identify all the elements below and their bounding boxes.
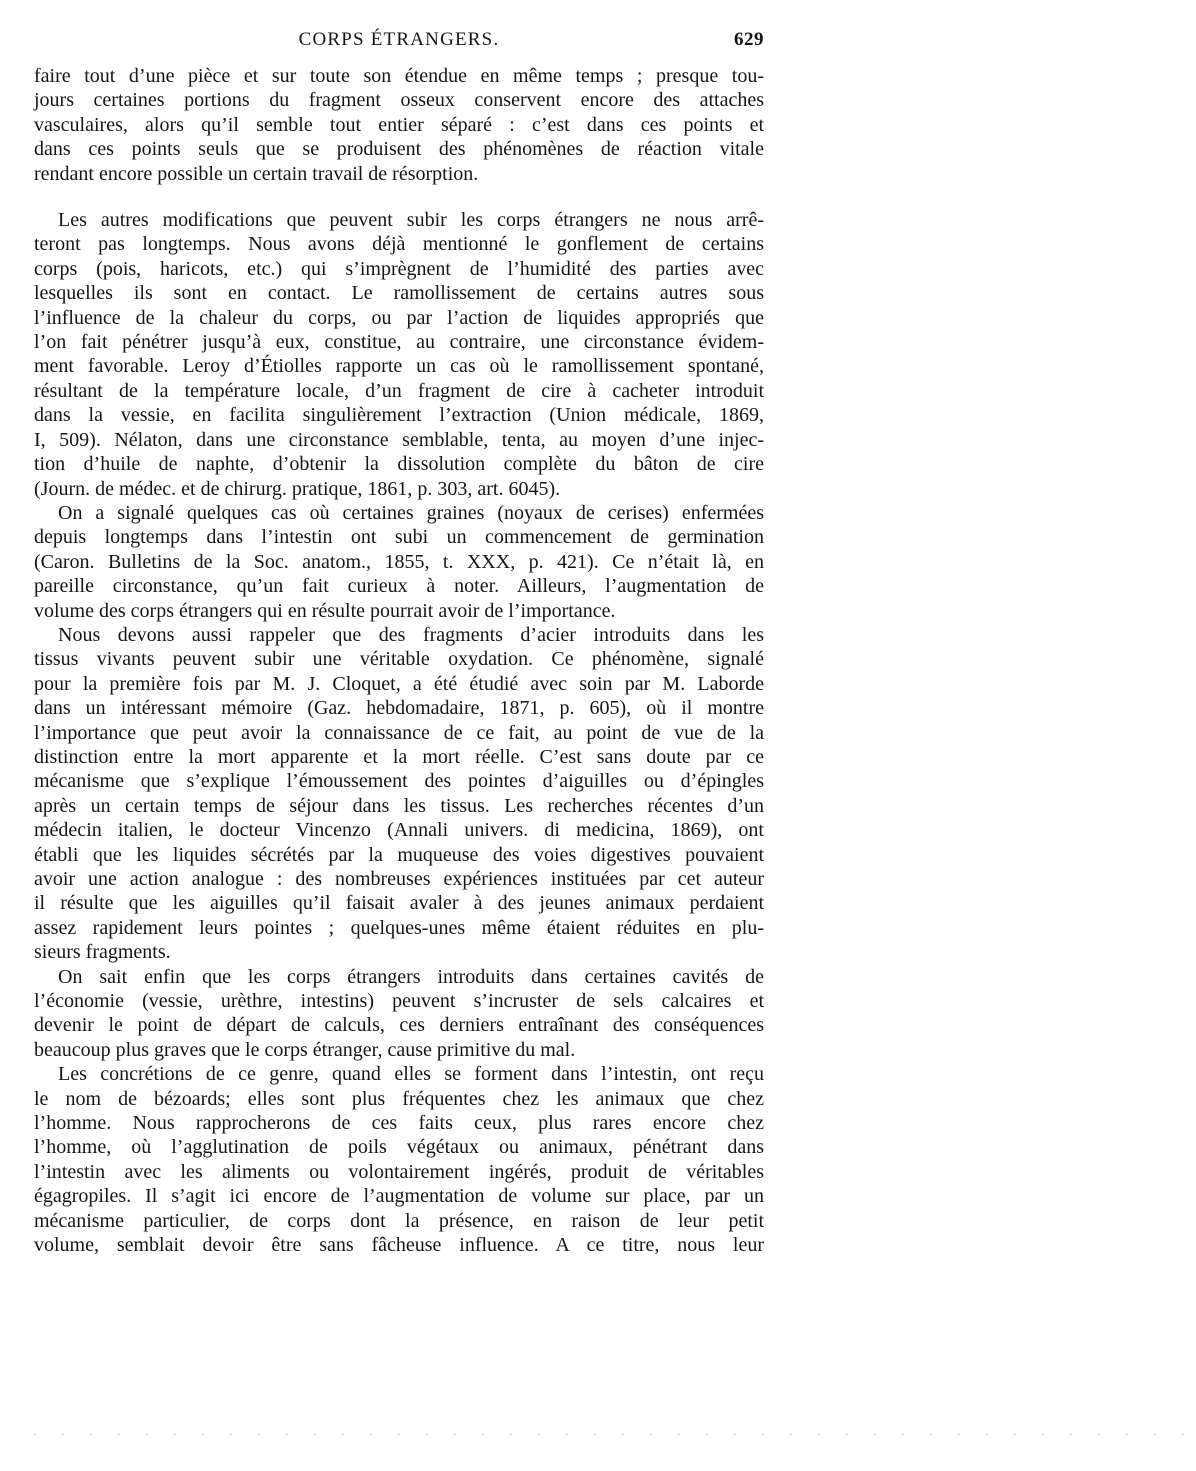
- text-line: l’homme, où l’agglutination de poils végétaux ou animaux, pénétrant dans: [34, 1136, 764, 1159]
- text-line: jours certaines portions du fragment osseux conservent encore des attaches: [34, 89, 764, 112]
- text-line: volume, semblait devoir être sans fâcheuse influence. A ce titre, nous leur: [34, 1234, 764, 1257]
- text-line: vasculaires, alors qu’il semble tout entier séparé : c’est dans ces points et: [34, 113, 764, 136]
- running-title: CORPS ÉTRANGERS.: [298, 29, 500, 50]
- text-line: tion d’huile de naphte, d’obtenir la dissolution complète du bâton de cire: [34, 453, 764, 476]
- text-line: depuis longtemps dans l’intestin ont subi un commencement de germination: [34, 526, 764, 549]
- paragraph-1: [34, 64, 764, 186]
- text-line: lesquelles ils sont en contact. Le ramollissement de certains autres sous: [34, 282, 764, 305]
- text-line: (Journ. de médec. et de chirurg. pratique, 1861, p. 303, art. 6045).: [34, 477, 561, 500]
- running-header: [34, 29, 764, 53]
- text-line: avoir une action analogue : des nombreuses expériences instituées par cet auteur: [34, 868, 764, 890]
- text-line: I, 509). Nélaton, dans une circonstance semblable, tenta, au moyen d’une injec-: [34, 428, 764, 451]
- text-line: On a signalé quelques cas où certaines graines (noyaux de cerises) enfermées: [58, 501, 764, 524]
- scan-footer-marks: . . . . . . . . . . . . . . . . . . . . . . . . . . . . . . . . . . . . . . . . . .: [34, 1428, 1196, 1437]
- text-line: Les concrétions de ce genre, quand elles se forment dans l’intestin, ont reçu: [58, 1063, 764, 1086]
- text-line: l’économie (vessie, urèthre, intestins) peuvent s’incruster de sels calcaires et: [34, 990, 764, 1013]
- text-line: distinction entre la mort apparente et la mort réelle. C’est sans doute par ce: [34, 745, 764, 768]
- paragraph-2: [34, 208, 764, 501]
- text-line: faire tout d’une pièce et sur toute son étendue en même temps ; presque tou-: [34, 65, 764, 87]
- text-line: l’importance que peut avoir la connaissance de ce fait, au point de vue de la: [34, 721, 764, 744]
- text-line: l’intestin avec les aliments ou volontairement ingérés, produit de véritables: [34, 1160, 764, 1183]
- text-line: l’on fait pénétrer jusqu’à eux, constitue, au contraire, une circonstance évidem-: [34, 331, 764, 354]
- text-line: rendant encore possible un certain travail de résorption.: [34, 162, 479, 185]
- text-line: corps (pois, haricots, etc.) qui s’imprègnent de l’humidité des parties avec: [34, 257, 764, 280]
- text-line: mécanisme particulier, de corps dont la présence, en raison de leur petit: [34, 1209, 764, 1232]
- text-line: résultant de la température locale, d’un fragment de cire à cacheter introduit: [34, 379, 764, 402]
- text-line: pour la première fois par M. J. Cloquet, a été étudié avec soin par M. Laborde: [34, 672, 764, 695]
- text-line: Nous devons aussi rappeler que des fragments d’acier introduits dans les: [58, 623, 764, 646]
- paragraph-3: [34, 501, 764, 623]
- text-line: médecin italien, le docteur Vincenzo (Annali univers. di medicina, 1869), ont: [34, 819, 764, 842]
- page-number: 629: [734, 29, 764, 50]
- text-line: dans un intéressant mémoire (Gaz. hebdomadaire, 1871, p. 605), où il montre: [34, 697, 764, 720]
- text-line: l’homme. Nous rapprocherons de ces faits ceux, plus rares encore chez: [34, 1112, 764, 1135]
- text-line: sieurs fragments.: [34, 941, 171, 964]
- text-line: devenir le point de départ de calculs, ces derniers entraînant des conséquences: [34, 1014, 764, 1037]
- text-line: établi que les liquides sécrétés par la muqueuse des voies digestives pouvaient: [34, 843, 764, 866]
- paragraph-6: [34, 1062, 764, 1257]
- text-line: teront pas longtemps. Nous avons déjà mentionné le gonflement de certains: [34, 233, 764, 256]
- text-line: (Caron. Bulletins de la Soc. anatom., 1855, t. XXX, p. 421). Ce n’était là, en: [34, 550, 764, 573]
- text-line: tissus vivants peuvent subir une véritable oxydation. Ce phénomène, signalé: [34, 648, 764, 671]
- text-line: égagropiles. Il s’agit ici encore de l’augmentation de volume sur place, par un: [34, 1185, 764, 1208]
- text-line: assez rapidement leurs pointes ; quelques-unes même étaient réduites en plu-: [34, 916, 764, 939]
- text-line: le nom de bézoards; elles sont plus fréquentes chez les animaux que chez: [34, 1087, 764, 1110]
- text-line: pareille circonstance, qu’un fait curieux à noter. Ailleurs, l’augmentation de: [34, 575, 764, 598]
- paragraph-4: [34, 623, 764, 965]
- text-line: dans ces points seuls que se produisent des phénomènes de réaction vitale: [34, 138, 764, 161]
- text-line: ment favorable. Leroy d’Étiolles rapporte un cas où le ramollissement spontané,: [34, 355, 764, 378]
- paragraph-5: [34, 965, 764, 1063]
- text-line: volume des corps étrangers qui en résulte pourrait avoir de l’importance.: [34, 599, 616, 622]
- text-line: mécanisme que s’explique l’émoussement des pointes d’aiguilles ou d’épingles: [34, 770, 764, 793]
- text-line: Les autres modifications que peuvent subir les corps étrangers ne nous arrê-: [58, 209, 764, 232]
- text-line: l’influence de la chaleur du corps, ou par l’action de liquides appropriés que: [34, 306, 764, 329]
- text-line: On sait enfin que les corps étrangers introduits dans certaines cavités de: [58, 965, 764, 988]
- text-line: dans la vessie, en facilita singulièrement l’extraction (Union médicale, 1869,: [34, 404, 764, 427]
- body-text: [34, 64, 764, 1258]
- text-line: après un certain temps de séjour dans les tissus. Les recherches récentes d’un: [34, 794, 764, 817]
- text-line: beaucoup plus graves que le corps étranger, cause primitive du mal.: [34, 1038, 576, 1061]
- text-line: il résulte que les aiguilles qu’il faisait avaler à des jeunes animaux perdaient: [34, 892, 764, 915]
